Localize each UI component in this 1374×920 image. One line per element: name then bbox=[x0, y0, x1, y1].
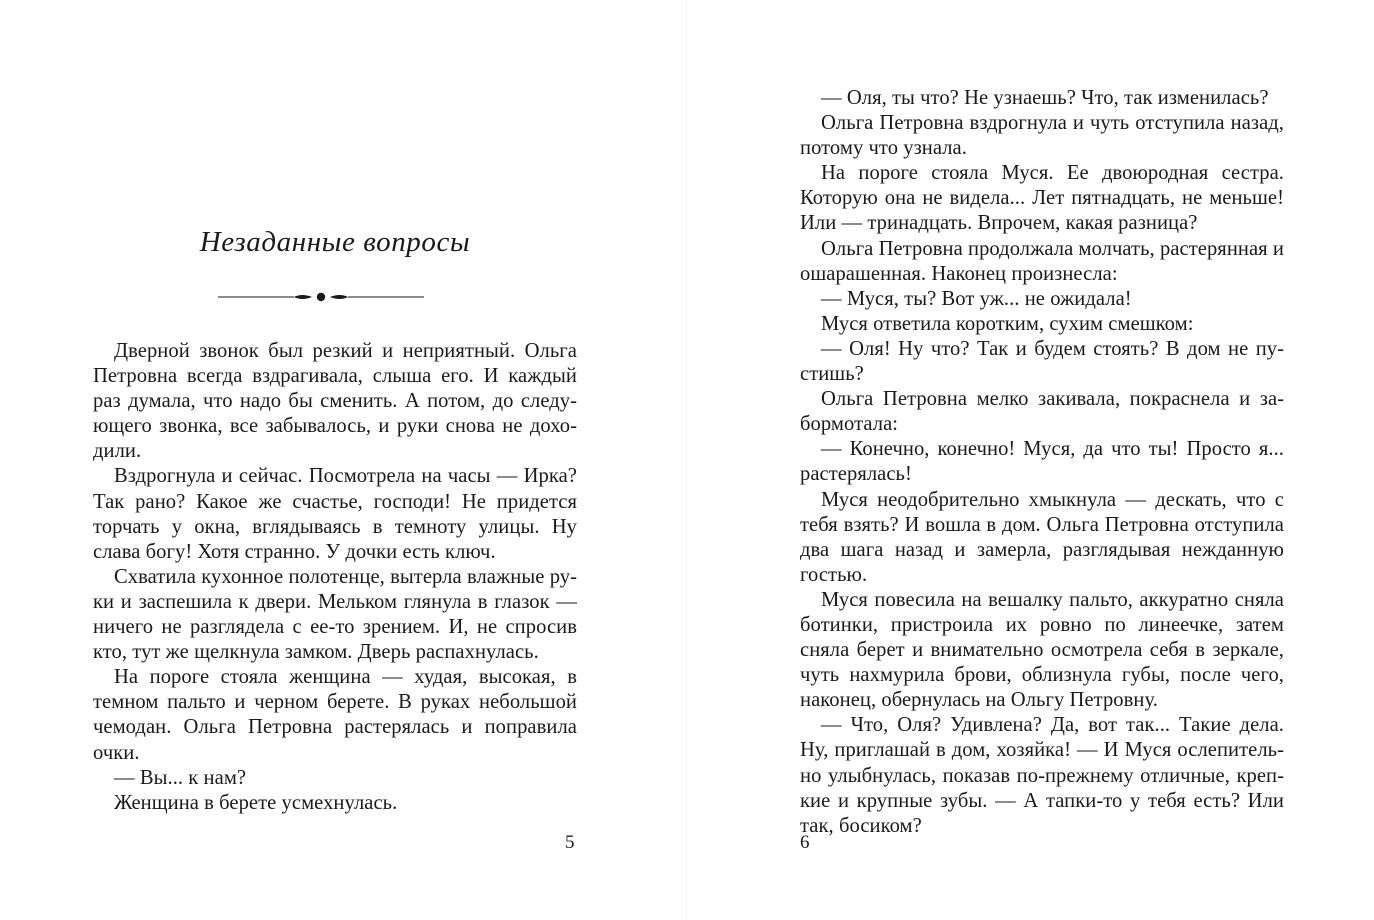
paragraph: — Муся, ты? Вот уж... не ожидала! bbox=[821, 287, 1132, 310]
ornament-divider-icon bbox=[218, 287, 424, 307]
paragraph: Муся повесила на вешалку пальто, аккуратно сняла ботинки, пристроила их ровно по линеечке, затем сняла берет и внимательно осмотрела себя в зеркале, чуть нахмурила брови, облизнула губы, после чего, наконец, обернулась на Ольгу Петровну. bbox=[800, 588, 1284, 712]
paragraph: Муся ответила коротким, сухим смешком: bbox=[821, 312, 1194, 335]
paragraph: Вздрогнула и сейчас. Посмотрела на часы — Ирка? Так рано? Какое же счастье, господи! Не придется торчать у окна, вглядываясь в темноту улицы. Ну слава богу! Хотя странно. У дочки есть ключ. bbox=[93, 465, 577, 563]
page-number: 6 bbox=[800, 832, 810, 853]
right-page-text bbox=[800, 86, 1284, 839]
paragraph: — Оля, ты что? Не узнаешь? Что, так изменилась? bbox=[821, 87, 1269, 109]
paragraph: — Конечно, конечно! Муся, да что ты! Просто я... растерялась! bbox=[800, 438, 1284, 486]
paragraph: На пороге стояла женщина — худая, высокая, в темном пальто и черном берете. В руках небольшой чемодан. Ольга Петровна растерялась и поправила очки. bbox=[93, 666, 577, 764]
paragraph: Ольга Петровна продолжала молчать, растерянная и ошарашенная. Наконец произнесла: bbox=[800, 237, 1284, 285]
paragraph: Дверной звонок был резкий и неприятный. Ольга Петровна всегда вздрагивала, слыша его. И каждый раз думала, что надо бы сменить. А потом, до следующего звонка, все забывалось, и руки снова не доходили. bbox=[93, 340, 577, 463]
paragraph: Женщина в берете усмехнулась. bbox=[114, 791, 398, 814]
paragraph: Ольга Петровна мелко закивала, покраснела и забормотала: bbox=[800, 388, 1284, 436]
chapter-title: Незаданные вопросы bbox=[199, 226, 471, 258]
paragraph: — Что, Оля? Удивлена? Да, вот так... Такие дела. Ну, приглашай в дом, хозяйка! — И Муся ослепительно улыбнулась, показав по-прежнему отличные, крепкие и крупные зубы. — А тапки-то у тебя есть? Или так, босиком? bbox=[800, 714, 1284, 837]
paragraph: На пороге стояла Муся. Ее двоюродная сестра. Которую она не видела... Лет пятнадцать, не меньше! Или — тринадцать. Впрочем, какая разница? bbox=[800, 162, 1284, 235]
paragraph: — Оля! Ну что? Так и будем стоять? В дом не пустишь? bbox=[800, 337, 1284, 386]
left-page-text bbox=[93, 339, 577, 816]
paragraph: Схватила кухонное полотенце, вытерла влажные руки и заспешила к двери. Мельком глянула в глазок — ничего не разглядела с ее-то зрением. И, не спросив кто, тут же щелкнула замком. Дверь распахнулась. bbox=[93, 565, 577, 664]
paragraph: — Вы... к нам? bbox=[114, 766, 247, 789]
paragraph: Ольга Петровна вздрогнула и чуть отступила назад, потому что узнала. bbox=[800, 112, 1284, 160]
paragraph: Муся неодобрительно хмыкнула — дескать, что с тебя взять? И вошла в дом. Ольга Петровна отступила два шага назад и замерла, разглядывая нежданную гостью. bbox=[800, 488, 1284, 586]
page-number: 5 bbox=[565, 832, 575, 853]
right-page bbox=[687, 0, 1374, 920]
